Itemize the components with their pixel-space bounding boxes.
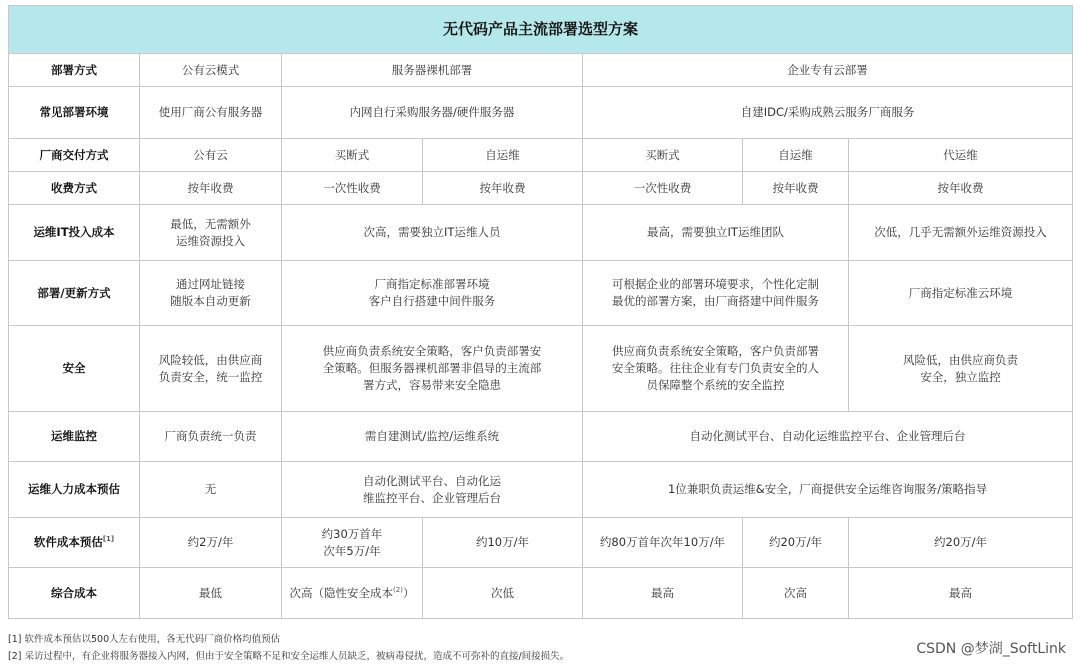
- cell-software-1: 约2万/年: [140, 518, 282, 568]
- cell-line: 风险较低，由供应商: [158, 352, 263, 367]
- cell-delivery-4: 买断式: [583, 139, 743, 172]
- cell-line: 安全策略。往往企业有专门负责安全的人: [612, 361, 819, 375]
- cell-security-managed: [849, 326, 1073, 412]
- cell-update-bare: [282, 261, 583, 326]
- footnote-ref-2: (2): [393, 585, 403, 594]
- cell-labor-private: 1位兼职负责运维&安全，厂商提供安全运维咨询服务/策略指导: [583, 462, 1073, 518]
- table-row: [9, 462, 1073, 518]
- cell-line: 厂商指定标准部署环境: [374, 277, 490, 291]
- row-label-env: 常见部署环境: [9, 87, 140, 139]
- row-label-update: 部署/更新方式: [9, 261, 140, 326]
- cell-line: 维监控平台、企业管理后台: [363, 490, 501, 505]
- cell-env-private: 自建IDC/采购成熟云服务厂商服务: [583, 87, 1073, 139]
- table-row: [9, 87, 1073, 139]
- cell-total-1: 最低: [140, 568, 282, 619]
- cell-it-cost-private: 最高，需要独立IT运维团队: [583, 205, 849, 261]
- footnote-ref-1: [1]: [102, 535, 115, 544]
- deployment-comparison-table: [8, 5, 1073, 619]
- cell-software-3: 约10万/年: [423, 518, 583, 568]
- cell-charging-3: 按年收费: [423, 172, 583, 205]
- table-row: [9, 172, 1073, 205]
- cell-total-2-close: ）: [402, 585, 415, 600]
- row-label-delivery: 厂商交付方式: [9, 139, 140, 172]
- cell-it-cost-public: [140, 205, 282, 261]
- table-row: [9, 54, 1073, 87]
- cell-line: 次年5万/年: [323, 543, 381, 558]
- row-label-labor: 运维人力成本预估: [9, 462, 140, 518]
- table-row: [9, 412, 1073, 462]
- cell-monitoring-public: 厂商负责统一负责: [140, 412, 282, 462]
- cell-public-cloud-mode: 公有云模式: [140, 54, 282, 87]
- cell-delivery-5: 自运维: [743, 139, 849, 172]
- cell-line: 最低，无需额外: [170, 216, 251, 231]
- cell-update-managed: 厂商指定标准云环境: [849, 261, 1073, 326]
- cell-software-6: 约20万/年: [849, 518, 1073, 568]
- cell-charging-2: 一次性收费: [282, 172, 423, 205]
- cell-line: 最优的部署方案，由厂商搭建中间件服务: [612, 294, 819, 308]
- cell-security-bare: [282, 326, 583, 412]
- cell-line: 运维资源投入: [176, 233, 245, 248]
- cell-line: 供应商负责系统安全策略，客户负责部署: [612, 344, 819, 358]
- footnotes: [8, 631, 569, 665]
- cell-total-3: 次低: [423, 568, 583, 619]
- cell-line: 可根据企业的部署环境要求，个性化定制: [612, 277, 819, 291]
- title-row: [9, 6, 1073, 54]
- table-row: [9, 261, 1073, 326]
- cell-line: 约30万首年: [321, 526, 383, 541]
- cell-line: 安全，独立监控: [920, 369, 1001, 384]
- row-label-security: 安全: [9, 326, 140, 412]
- footnote-1: [1] 软件成本预估以500人左右使用，各无代码厂商价格均值预估: [8, 634, 281, 645]
- cell-bare-metal-deploy: 服务器裸机部署: [282, 54, 583, 87]
- cell-software-5: 约20万/年: [743, 518, 849, 568]
- cell-it-cost-bare: 次高，需要独立IT运维人员: [282, 205, 583, 261]
- cell-line: 通过网址链接: [176, 277, 245, 291]
- cell-env-bare: 内网自行采购服务器/硬件服务器: [282, 87, 583, 139]
- cell-line: 客户自行搭建中间件服务: [368, 294, 496, 308]
- cell-line: 随版本自动更新: [170, 294, 251, 308]
- cell-total-6: 最高: [849, 568, 1073, 619]
- table-row: [9, 518, 1073, 568]
- cell-delivery-2: 买断式: [282, 139, 423, 172]
- cell-total-5: 次高: [743, 568, 849, 619]
- cell-total-2-text: 次高（隐性安全成本: [289, 585, 394, 600]
- cell-software-4: 约80万首年次年10万/年: [583, 518, 743, 568]
- table-row: [9, 568, 1073, 619]
- cell-line: 供应商负责系统安全策略，客户负责部署安: [322, 344, 542, 358]
- cell-line: 风险低，由供应商负责: [903, 352, 1019, 367]
- cell-monitoring-bare: 需自建测试/监控/运维系统: [282, 412, 583, 462]
- row-label-monitoring: 运维监控: [9, 412, 140, 462]
- cell-update-public: [140, 261, 282, 326]
- cell-delivery-1: 公有云: [140, 139, 282, 172]
- cell-charging-6: 按年收费: [849, 172, 1073, 205]
- cell-private-cloud-deploy: 企业专有云部署: [583, 54, 1073, 87]
- cell-line: 员保障整个系统的安全监控: [646, 378, 785, 392]
- cell-it-cost-managed: 次低，几乎无需额外运维资源投入: [849, 205, 1073, 261]
- cell-delivery-3: 自运维: [423, 139, 583, 172]
- table-row: [9, 205, 1073, 261]
- cell-line: 署方式，容易带来安全隐患: [363, 378, 501, 392]
- cell-update-private: [583, 261, 849, 326]
- cell-security-public: [140, 326, 282, 412]
- row-label-charging: 收费方式: [9, 172, 140, 205]
- table-title: 无代码产品主流部署选型方案: [9, 6, 1073, 54]
- row-label-software: [9, 518, 140, 568]
- cell-total-4: 最高: [583, 568, 743, 619]
- cell-software-2: [282, 518, 423, 568]
- footnote-2: [2] 采访过程中，有企业将服务器接入内网，但由于安全策略不足和安全运维人员缺乏，被病毒侵扰，造成不可弥补的直接/间接损失。: [8, 651, 570, 662]
- cell-total-2: [282, 568, 423, 619]
- cell-line: 自动化测试平台、自动化运: [363, 473, 501, 488]
- cell-labor-bare: [282, 462, 583, 518]
- cell-labor-public: 无: [140, 462, 282, 518]
- cell-charging-1: 按年收费: [140, 172, 282, 205]
- cell-security-private: [583, 326, 849, 412]
- cell-charging-4: 一次性收费: [583, 172, 743, 205]
- row-label-software-text: 软件成本预估: [33, 535, 103, 549]
- csdn-watermark: CSDN @梦湖_SoftLink: [916, 641, 1066, 657]
- cell-monitoring-private: 自动化测试平台、自动化运维监控平台、企业管理后台: [583, 412, 1073, 462]
- cell-line: 负责安全，统一监控: [158, 369, 263, 384]
- cell-charging-5: 按年收费: [743, 172, 849, 205]
- cell-env-public: 使用厂商公有服务器: [140, 87, 282, 139]
- cell-line: 全策略。但服务器裸机部署非倡导的主流部: [322, 361, 542, 375]
- row-label-total: 综合成本: [9, 568, 140, 619]
- cell-delivery-6: 代运维: [849, 139, 1073, 172]
- table-row: [9, 326, 1073, 412]
- row-label-deploy-mode: 部署方式: [9, 54, 140, 87]
- table-row: [9, 139, 1073, 172]
- row-label-it-cost: 运维IT投入成本: [9, 205, 140, 261]
